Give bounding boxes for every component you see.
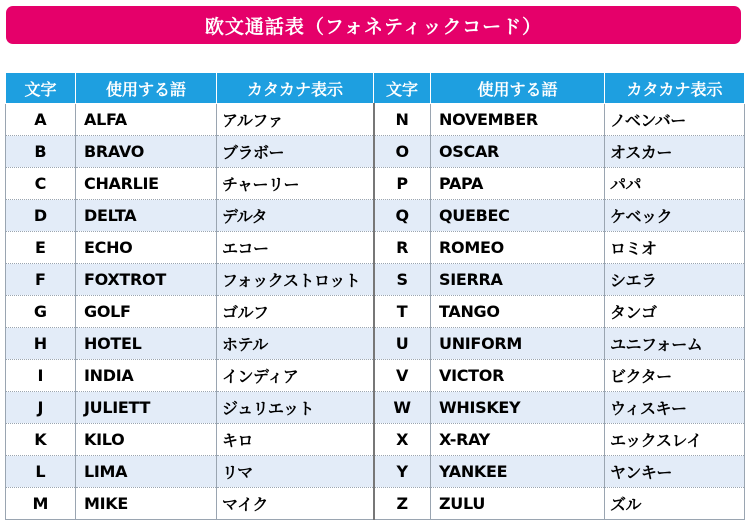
word-cell: UNIFORM — [431, 328, 605, 360]
word-cell: DELTA — [76, 200, 217, 232]
word-cell: TANGO — [431, 296, 605, 328]
kana-cell: リマ — [217, 456, 374, 488]
word-cell: X-RAY — [431, 424, 605, 456]
kana-cell: ノベンバー — [605, 104, 745, 136]
letter-cell: E — [6, 232, 76, 264]
kana-cell: パパ — [605, 168, 745, 200]
letter-cell: N — [374, 104, 431, 136]
letter-cell: U — [374, 328, 431, 360]
word-cell: HOTEL — [76, 328, 217, 360]
letter-cell: Z — [374, 488, 431, 520]
word-cell: INDIA — [76, 360, 217, 392]
letter-cell: P — [374, 168, 431, 200]
kana-cell: ビクター — [605, 360, 745, 392]
kana-cell: ケベック — [605, 200, 745, 232]
word-cell: QUEBEC — [431, 200, 605, 232]
table-row — [6, 328, 745, 360]
kana-cell: ウィスキー — [605, 392, 745, 424]
header-letter-right: 文字 — [374, 73, 431, 104]
word-cell: ROMEO — [431, 232, 605, 264]
kana-cell: アルファ — [217, 104, 374, 136]
letter-cell: H — [6, 328, 76, 360]
phonetic-table — [5, 73, 745, 520]
kana-cell: キロ — [217, 424, 374, 456]
table-row — [6, 232, 745, 264]
kana-cell: タンゴ — [605, 296, 745, 328]
word-cell: FOXTROT — [76, 264, 217, 296]
kana-cell: マイク — [217, 488, 374, 520]
header-kana-right: カタカナ表示 — [605, 73, 745, 104]
kana-cell: ヤンキー — [605, 456, 745, 488]
kana-cell: ゴルフ — [217, 296, 374, 328]
letter-cell: A — [6, 104, 76, 136]
table-row — [6, 488, 745, 520]
kana-cell: チャーリー — [217, 168, 374, 200]
letter-cell: F — [6, 264, 76, 296]
letter-cell: D — [6, 200, 76, 232]
letter-cell: W — [374, 392, 431, 424]
header-kana-left: カタカナ表示 — [217, 73, 374, 104]
letter-cell: V — [374, 360, 431, 392]
letter-cell: Y — [374, 456, 431, 488]
word-cell: NOVEMBER — [431, 104, 605, 136]
table-row — [6, 360, 745, 392]
table-row — [6, 136, 745, 168]
letter-cell: R — [374, 232, 431, 264]
table-row — [6, 456, 745, 488]
word-cell: KILO — [76, 424, 217, 456]
kana-cell: ズル — [605, 488, 745, 520]
letter-cell: C — [6, 168, 76, 200]
kana-cell: デルタ — [217, 200, 374, 232]
letter-cell: L — [6, 456, 76, 488]
word-cell: YANKEE — [431, 456, 605, 488]
word-cell: OSCAR — [431, 136, 605, 168]
kana-cell: ジュリエット — [217, 392, 374, 424]
kana-cell: エックスレイ — [605, 424, 745, 456]
letter-cell: T — [374, 296, 431, 328]
kana-cell: ブラボー — [217, 136, 374, 168]
header-word-left: 使用する語 — [76, 73, 217, 104]
word-cell: JULIETT — [76, 392, 217, 424]
letter-cell: G — [6, 296, 76, 328]
word-cell: ALFA — [76, 104, 217, 136]
kana-cell: フォックストロット — [217, 264, 374, 296]
word-cell: VICTOR — [431, 360, 605, 392]
header-letter-left: 文字 — [6, 73, 76, 104]
kana-cell: エコー — [217, 232, 374, 264]
header-word-right: 使用する語 — [431, 73, 605, 104]
table-row — [6, 104, 745, 136]
kana-cell: ホテル — [217, 328, 374, 360]
word-cell: LIMA — [76, 456, 217, 488]
letter-cell: X — [374, 424, 431, 456]
word-cell: GOLF — [76, 296, 217, 328]
kana-cell: シエラ — [605, 264, 745, 296]
title-banner — [6, 6, 741, 44]
letter-cell: Q — [374, 200, 431, 232]
word-cell: MIKE — [76, 488, 217, 520]
letter-cell: I — [6, 360, 76, 392]
word-cell: ECHO — [76, 232, 217, 264]
letter-cell: J — [6, 392, 76, 424]
table-row — [6, 392, 745, 424]
word-cell: ZULU — [431, 488, 605, 520]
word-cell: CHARLIE — [76, 168, 217, 200]
table-row — [6, 264, 745, 296]
letter-cell: O — [374, 136, 431, 168]
letter-cell: M — [6, 488, 76, 520]
page-title: 欧文通話表（フォネティックコード） — [204, 15, 543, 38]
kana-cell: ユニフォーム — [605, 328, 745, 360]
word-cell: BRAVO — [76, 136, 217, 168]
word-cell: WHISKEY — [431, 392, 605, 424]
table-row — [6, 200, 745, 232]
letter-cell: S — [374, 264, 431, 296]
table-row — [6, 296, 745, 328]
word-cell: PAPA — [431, 168, 605, 200]
header-row — [6, 73, 745, 104]
table-row — [6, 424, 745, 456]
kana-cell: インディア — [217, 360, 374, 392]
table-body — [6, 104, 745, 520]
letter-cell: K — [6, 424, 76, 456]
table-row — [6, 168, 745, 200]
kana-cell: ロミオ — [605, 232, 745, 264]
letter-cell: B — [6, 136, 76, 168]
kana-cell: オスカー — [605, 136, 745, 168]
word-cell: SIERRA — [431, 264, 605, 296]
